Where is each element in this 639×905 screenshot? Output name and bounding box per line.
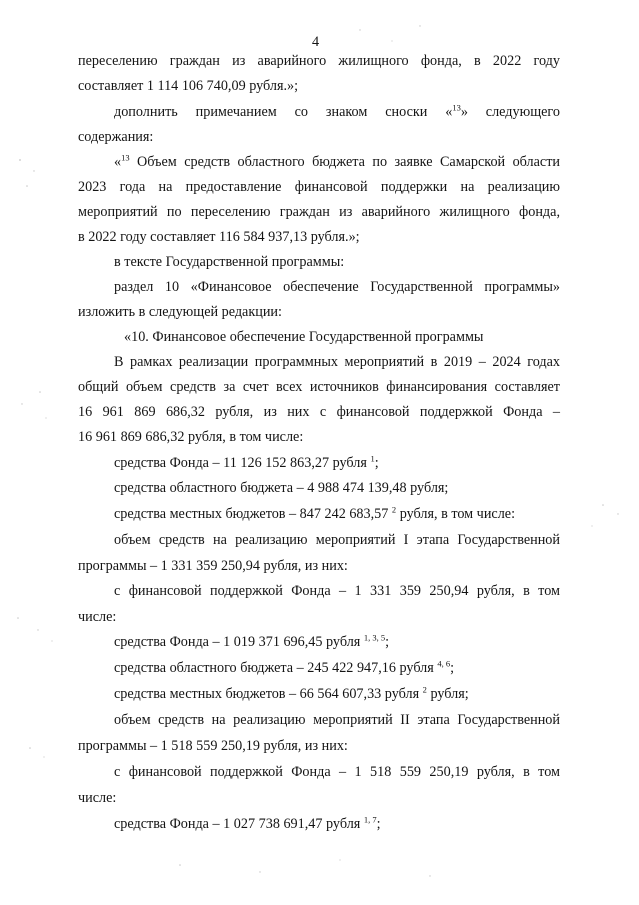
line-15: 16 961 869 686,32 рубля, из них с финансовой поддержкой Фонда – (78, 404, 560, 420)
line-7: мероприятий по переселению граждан из аварийного жилищного фонда, (78, 204, 560, 220)
line-13: В рамках реализации программных мероприятий в 2019 – 2024 годах (114, 354, 560, 370)
line-6: 2023 года на предоставление финансовой поддержки на реализацию (78, 179, 560, 195)
line-8: в 2022 году составляет 116 584 937,13 рубля.»; (78, 229, 360, 245)
line-19: средства местных бюджетов – 847 242 683,57 $^2$ рубля, в том числе: (114, 504, 516, 522)
line-24: средства Фонда – 1 019 371 696,45 рубля $^{1, 3, 5}$; (114, 632, 390, 650)
line-14: общий объем средств за счет всех источников финансирования составляет (78, 379, 560, 395)
line-18: средства областного бюджета – 4 988 474 139,48 рубля; (114, 480, 449, 496)
line-26: средства местных бюджетов – 66 564 607,33 рубля $^2$ рубля; (114, 684, 469, 702)
line-10: раздел 10 «Финансовое обеспечение Государственной программы» (114, 279, 560, 295)
line-1: переселению граждан из аварийного жилищного фонда, в 2022 году (78, 53, 560, 69)
line-22: с финансовой поддержкой Фонда – 1 331 359 250,94 рубля, в том (114, 583, 560, 599)
page-number: 4 (312, 34, 320, 50)
line-31: средства Фонда – 1 027 738 691,47 рубля $^{1, 7}$; (114, 814, 381, 832)
line-20: объем средств на реализацию мероприятий I этапа Государственной (114, 532, 560, 548)
line-4: содержания: (78, 129, 154, 145)
line-30: числе: (78, 790, 117, 806)
footnote-mark: 2 (391, 504, 397, 515)
line-16: 16 961 869 686,32 рубля, в том числе: (78, 429, 304, 445)
line-25: средства областного бюджета – 245 422 947,16 рубля $^{4, 6}$; (114, 658, 455, 676)
footnote-mark: 13 (452, 102, 461, 113)
line-2: составляет 1 114 106 740,09 рубля.»; (78, 78, 299, 94)
line-5: «$^{13}$ Объем средств областного бюджета по заявке Самарской области (114, 152, 560, 170)
line-9: в тексте Государственной программы: (114, 254, 345, 270)
line-28: программы – 1 518 559 250,19 рубля, из них: (78, 738, 348, 754)
footnote-mark: 1, 3, 5 (363, 632, 386, 643)
footnote-mark: 1 (370, 453, 375, 464)
line-23: числе: (78, 609, 117, 625)
footnote-mark: 1, 7 (363, 814, 377, 825)
line-27: объем средств на реализацию мероприятий II этапа Государственной (114, 712, 560, 728)
line-17: средства Фонда – 11 126 152 863,27 рубля $^1$; (114, 453, 379, 471)
line-3: дополнить примечанием со знаком сноски «$^{13}$» следующего (114, 102, 560, 120)
footnote-mark: 2 (422, 684, 427, 695)
line-29: с финансовой поддержкой Фонда – 1 518 559 250,19 рубля, в том (114, 764, 560, 780)
footnote-mark: 4, 6 (437, 658, 451, 669)
line-21: программы – 1 331 359 250,94 рубля, из них: (78, 558, 348, 574)
line-11: изложить в следующей редакции: (78, 304, 282, 320)
footnote-mark: 13 (121, 152, 130, 163)
section-heading: «10. Финансовое обеспечение Государственной программы (124, 329, 484, 345)
